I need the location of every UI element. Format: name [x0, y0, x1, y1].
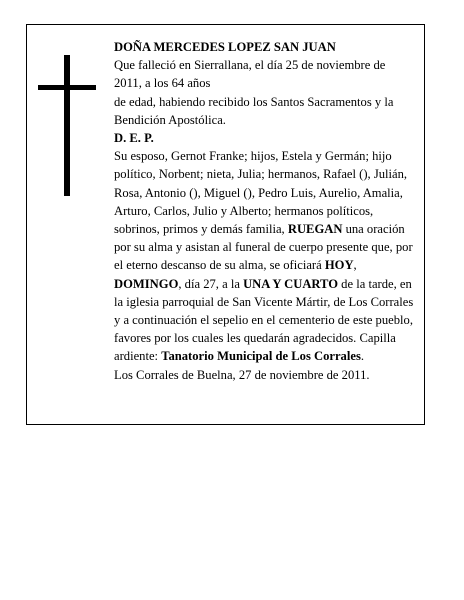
ruegan-text: RUEGAN — [287, 222, 343, 237]
cross-vertical-bar — [64, 55, 70, 196]
deceased-name: DOÑA MERCEDES LOPEZ SAN JUAN — [114, 40, 336, 54]
comma-text: , — [353, 258, 357, 273]
family-text: Su esposo, Gernot Franke; hijos, Estela y Germán; hijo político, Norbent; nieta, Julia; hermanos, Rafael (), Julián, Rosa, Antonio (), Miguel (), Pedro Luis, Aurelio, Amalia, Arturo, Carlos, Julio y Alberto; hermanos políticos, sobrinos, primos y demás familia, — [114, 149, 408, 237]
domingo-text: DOMINGO — [114, 276, 179, 291]
period-text: . — [360, 349, 365, 364]
hoy-text: HOY — [324, 258, 354, 273]
chapel-name: Tanatorio Municipal de Los Corrales — [161, 349, 361, 364]
hour-text: UNA Y CUARTO — [243, 276, 339, 291]
funeral-details: de la tarde, en la iglesia parroquial de San Vicente Mártir, de Los Corrales y a continuación el sepelio en el cementerio de este pueblo, favores por los cuales les quedarán agradecidos. Capilla ardiente: — [114, 276, 414, 364]
day-text: , día 27, a la — [178, 276, 244, 291]
ruegan-details: una oración por su alma y asistan al funeral de cuerpo presente que, por el eterno descanso de su alma, se oficiará — [114, 222, 413, 273]
family-paragraph — [114, 147, 414, 365]
sacraments-text: de edad, habiendo recibido los Santos Sacramentos y la Bendición Apostólica. — [114, 94, 394, 127]
dep-text: D. E. P. — [114, 131, 154, 146]
dateline: Los Corrales de Buelna, 27 de noviembre de 2011. — [114, 367, 370, 382]
notice-text — [114, 38, 414, 384]
cross-horizontal-bar — [38, 85, 96, 90]
death-details: Que falleció en Sierrallana, el día 25 de noviembre de 2011, a los 64 años — [114, 58, 386, 91]
